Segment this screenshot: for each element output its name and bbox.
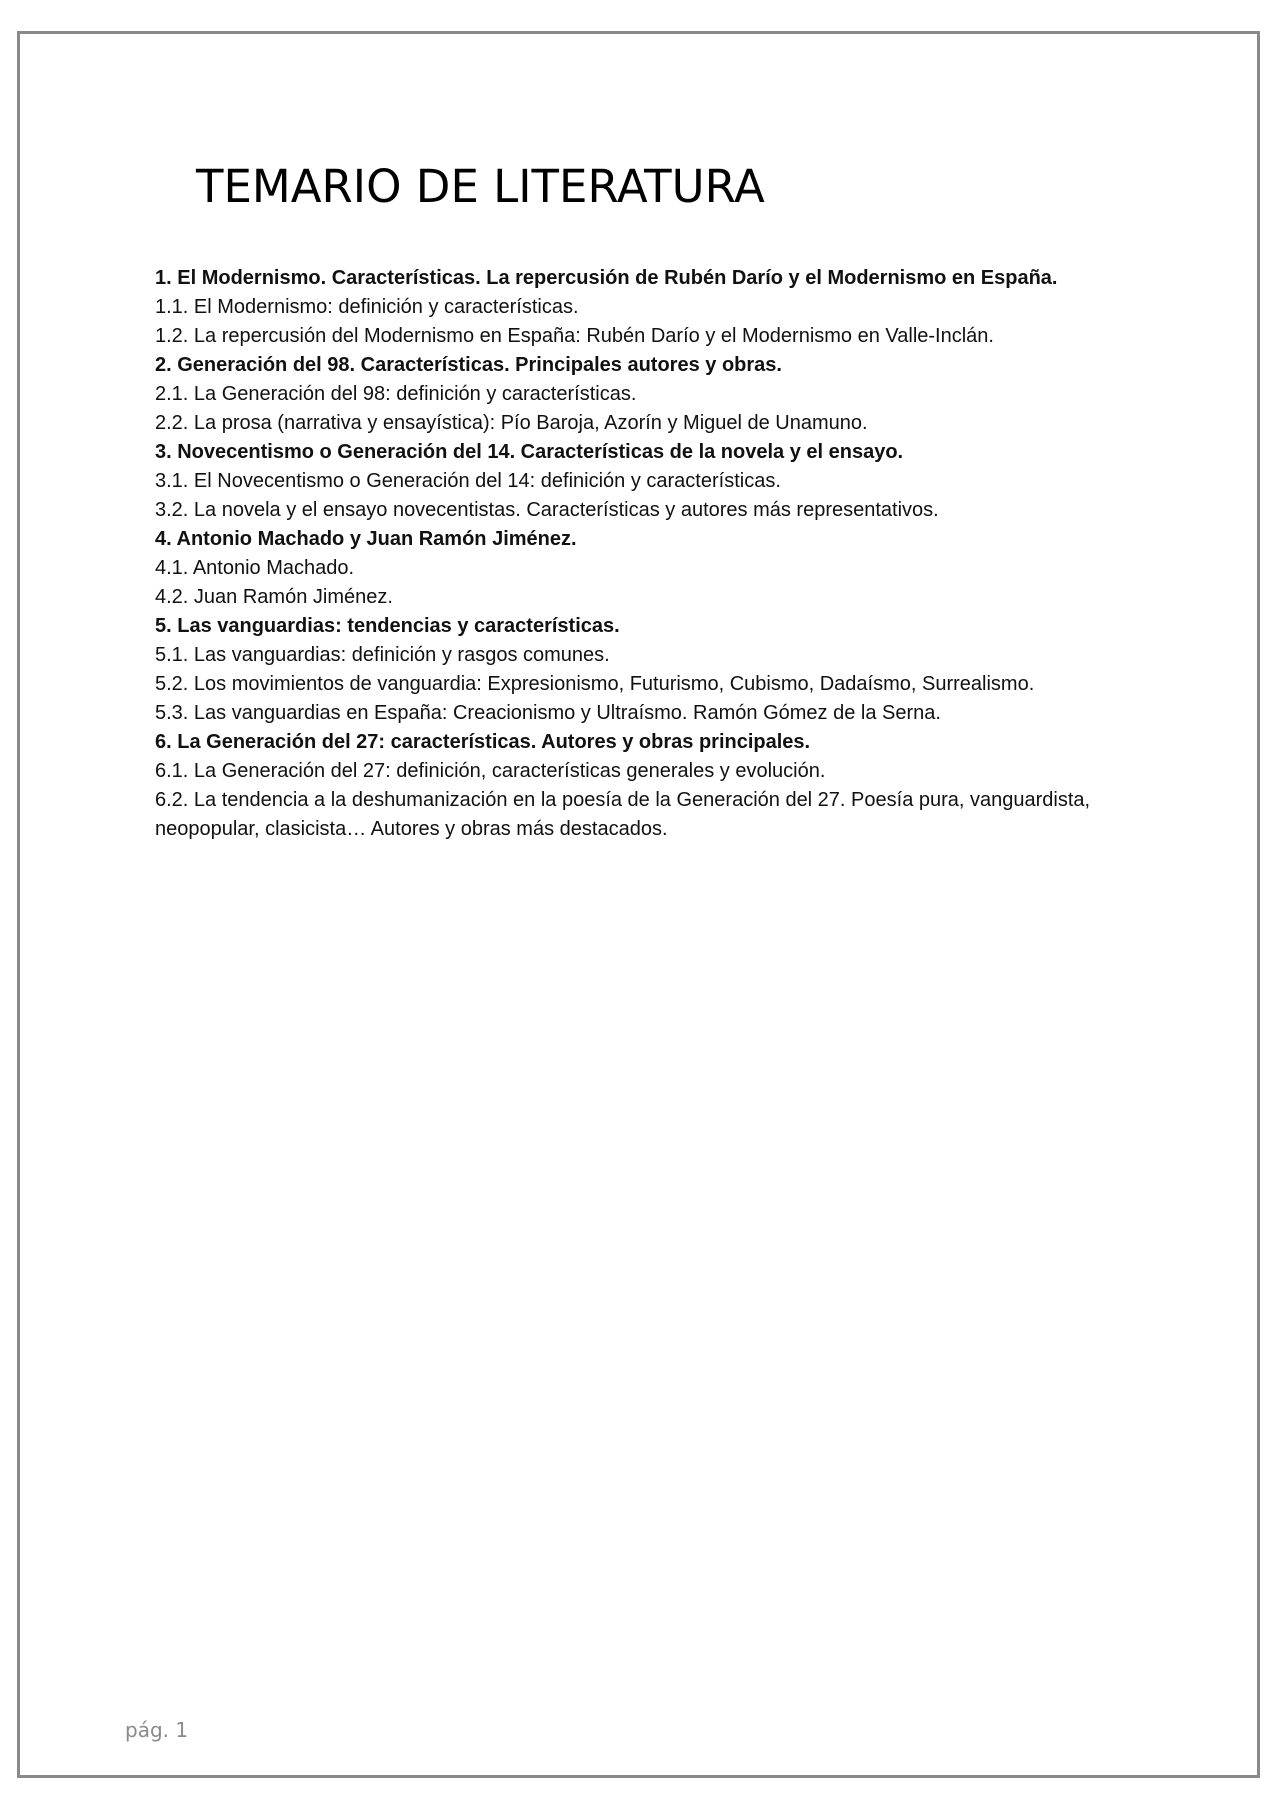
document-page <box>17 31 1260 1778</box>
list-item: 2. Generación del 98. Características. Principales autores y obras. <box>155 354 782 376</box>
list-item: 5. Las vanguardias: tendencias y características. <box>155 615 620 637</box>
list-item: 2.1. La Generación del 98: definición y características. <box>155 383 637 405</box>
list-item: 4. Antonio Machado y Juan Ramón Jiménez. <box>155 528 577 550</box>
page-number: pág. 1 <box>125 1718 189 1742</box>
list-item: 5.2. Los movimientos de vanguardia: Expresionismo, Futurismo, Cubismo, Dadaísmo, Surrealismo. <box>155 673 1035 695</box>
list-item: 3. Novecentismo o Generación del 14. Características de la novela y el ensayo. <box>155 441 904 463</box>
list-item: 6.2. La tendencia a la deshumanización en la poesía de la Generación del 27. Poesía pura, vanguardista, neopopular, clasicista… Autores y obras más destacados. <box>155 789 1091 840</box>
topic-list <box>155 264 1135 844</box>
list-item: 3.2. La novela y el ensayo novecentistas. Características y autores más representativos. <box>155 499 939 521</box>
list-item: 1.2. La repercusión del Modernismo en España: Rubén Darío y el Modernismo en Valle-Inclán. <box>155 325 994 347</box>
list-item: 1. El Modernismo. Características. La repercusión de Rubén Darío y el Modernismo en España. <box>155 267 1058 289</box>
list-item: 1.1. El Modernismo: definición y características. <box>155 296 579 318</box>
list-item: 5.3. Las vanguardias en España: Creacionismo y Ultraísmo. Ramón Gómez de la Serna. <box>155 702 941 724</box>
list-item: 5.1. Las vanguardias: definición y rasgos comunes. <box>155 644 610 666</box>
list-item: 4.1. Antonio Machado. <box>155 557 355 579</box>
list-item: 6.1. La Generación del 27: definición, características generales y evolución. <box>155 760 826 782</box>
list-item: 6. La Generación del 27: características. Autores y obras principales. <box>155 731 811 753</box>
list-item: 2.2. La prosa (narrativa y ensayística): Pío Baroja, Azorín y Miguel de Unamuno. <box>155 412 868 434</box>
list-item: 4.2. Juan Ramón Jiménez. <box>155 586 393 608</box>
document-title: TEMARIO DE LITERATURA <box>196 160 765 213</box>
list-item: 3.1. El Novecentismo o Generación del 14: definición y características. <box>155 470 781 492</box>
